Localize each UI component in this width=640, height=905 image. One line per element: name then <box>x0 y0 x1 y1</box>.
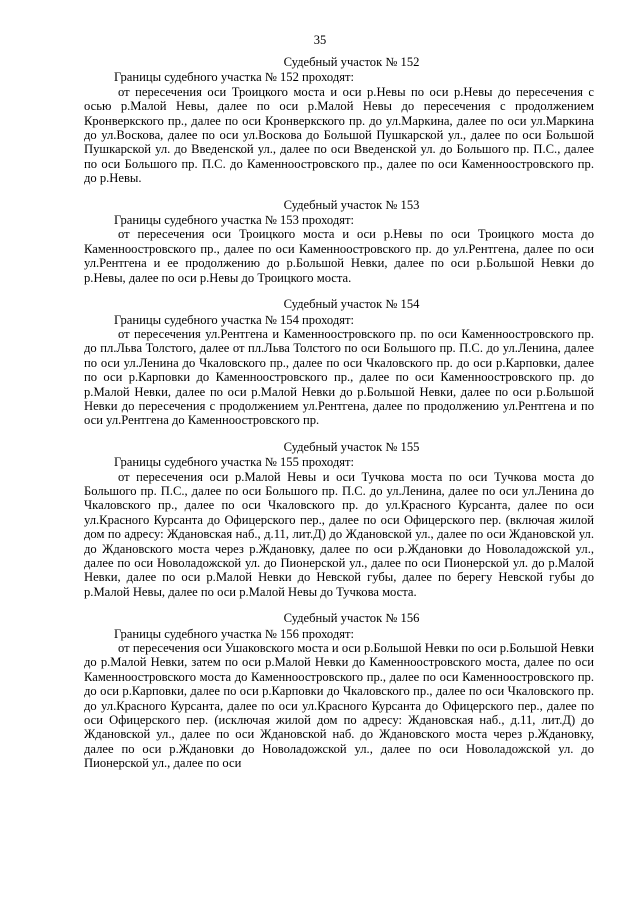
section-intro: Границы судебного участка № 155 проходят: <box>114 455 355 470</box>
section-intro: Границы судебного участка № 156 проходят: <box>114 626 355 641</box>
section-156 <box>84 611 594 770</box>
section-153 <box>84 198 594 285</box>
section-154 <box>84 297 594 428</box>
section-intro: Границы судебного участка № 152 проходят: <box>114 70 355 85</box>
section-heading: Судебный участок № 154 <box>283 297 420 312</box>
section-text: от пересечения оси Ушаковского моста и оси р.Большой Невки по оси р.Большой Невки до р.Малой Невки, затем по оси р.Малой Невки до Каменноостровского моста, далее по оси Каменноостровского моста до Каменноостровского пр., далее по оси Каменноостровского пр. до оси р.Карповки, далее по оси р.Карповки до Чкаловского пр., далее по оси Чкаловского пр. до ул.Красного Курсанта, далее по оси ул.Красного Курсанта до Офицерского пер., далее по оси Офицерского пер. (исключая жилой дом по адресу: Ждановская наб., д.11, лит.Д) до Ждановской ул., далее по оси Ждановской наб. до Ждановского моста через р.Ждановку, далее по оси р.Ждановки до Новоладожской ул., далее по оси Новоладожской ул. до Пионерской ул., далее по оси <box>84 641 594 771</box>
section-155 <box>84 440 594 599</box>
section-intro: Границы судебного участка № 153 проходят: <box>114 213 355 228</box>
section-heading: Судебный участок № 155 <box>283 439 420 454</box>
page-number: 35 <box>313 33 327 47</box>
document-body <box>84 55 594 771</box>
section-heading: Судебный участок № 153 <box>283 197 420 212</box>
section-152 <box>84 55 594 186</box>
section-heading: Судебный участок № 156 <box>283 611 420 626</box>
section-text: от пересечения оси Троицкого моста и оси р.Невы по оси р.Невы до пересечения с осью р.Малой Невы, далее по оси р.Малой Невы до пересечения с продолжением Кронверкского пр., далее по оси Кронверкского пр. до ул.Маркина, далее по оси ул.Маркина до ул.Воскова, далее по оси ул.Воскова до Большой Пушкарской ул., далее по оси Большой Пушкарской ул. до Введенской ул., далее по оси Введенской ул. до Большого пр. П.С., далее по оси Большого пр. П.С. до Каменноостровского пр., далее по оси Каменноостровского пр. до р.Невы. <box>84 84 594 186</box>
section-text: от пересечения оси р.Малой Невы и оси Тучкова моста по оси Тучкова моста до Большого пр. П.С., далее по оси Большого пр. П.С. до ул.Ленина, далее по оси ул.Ленина до Чкаловского пр., далее по оси Чкаловского пр. до ул.Красного Курсанта, далее по оси ул.Красного Курсанта до Офицерского пер., далее по оси Офицерского пер. (включая жилой дом по адресу: Ждановская наб., д.11, лит.Д) до Ждановской ул., далее по оси Ждановской ул. до Ждановского моста через р.Ждановку, далее по оси р.Ждановки до Новоладожской ул., далее по оси Новоладожской ул. до Пионерской ул., далее по оси Пионерской ул. до р.Малой Невки, далее по оси р.Малой Невки до Невской губы, далее по берегу Невской губы до р.Малой Невы, далее по оси р.Малой Невы до Тучкова моста. <box>84 469 594 599</box>
section-text: от пересечения ул.Рентгена и Каменноостровского пр. по оси Каменноостровского пр. до пл.Льва Толстого, далее от пл.Льва Толстого по оси Большого пр. П.С. до ул.Ленина, далее по оси ул.Ленина до Чкаловского пр., далее по оси Чкаловского пр. до оси р.Карповки, далее по оси р.Карповки до Каменноостровского пр., далее по оси Каменноостровского пр. до р.Малой Невки, далее по оси р.Малой Невки до р.Большой Невки, далее по оси р.Большой Невки до пересечения с продолжением ул.Рентгена, далее по продолжению ул.Рентгена и по оси ул.Рентгена до Каменноостровского пр. <box>84 326 594 428</box>
section-intro: Границы судебного участка № 154 проходят: <box>114 312 355 327</box>
section-text: от пересечения оси Троицкого моста и оси р.Невы по оси Троицкого моста до Каменноостровского пр., далее по оси Каменноостровского пр. до ул.Рентгена, далее по оси ул.Рентгена и ее продолжению до р.Большой Невки, далее по оси р.Большой Невки до р.Невы, далее по оси р.Невы до Троицкого моста. <box>84 227 594 285</box>
section-heading: Судебный участок № 152 <box>283 55 420 69</box>
